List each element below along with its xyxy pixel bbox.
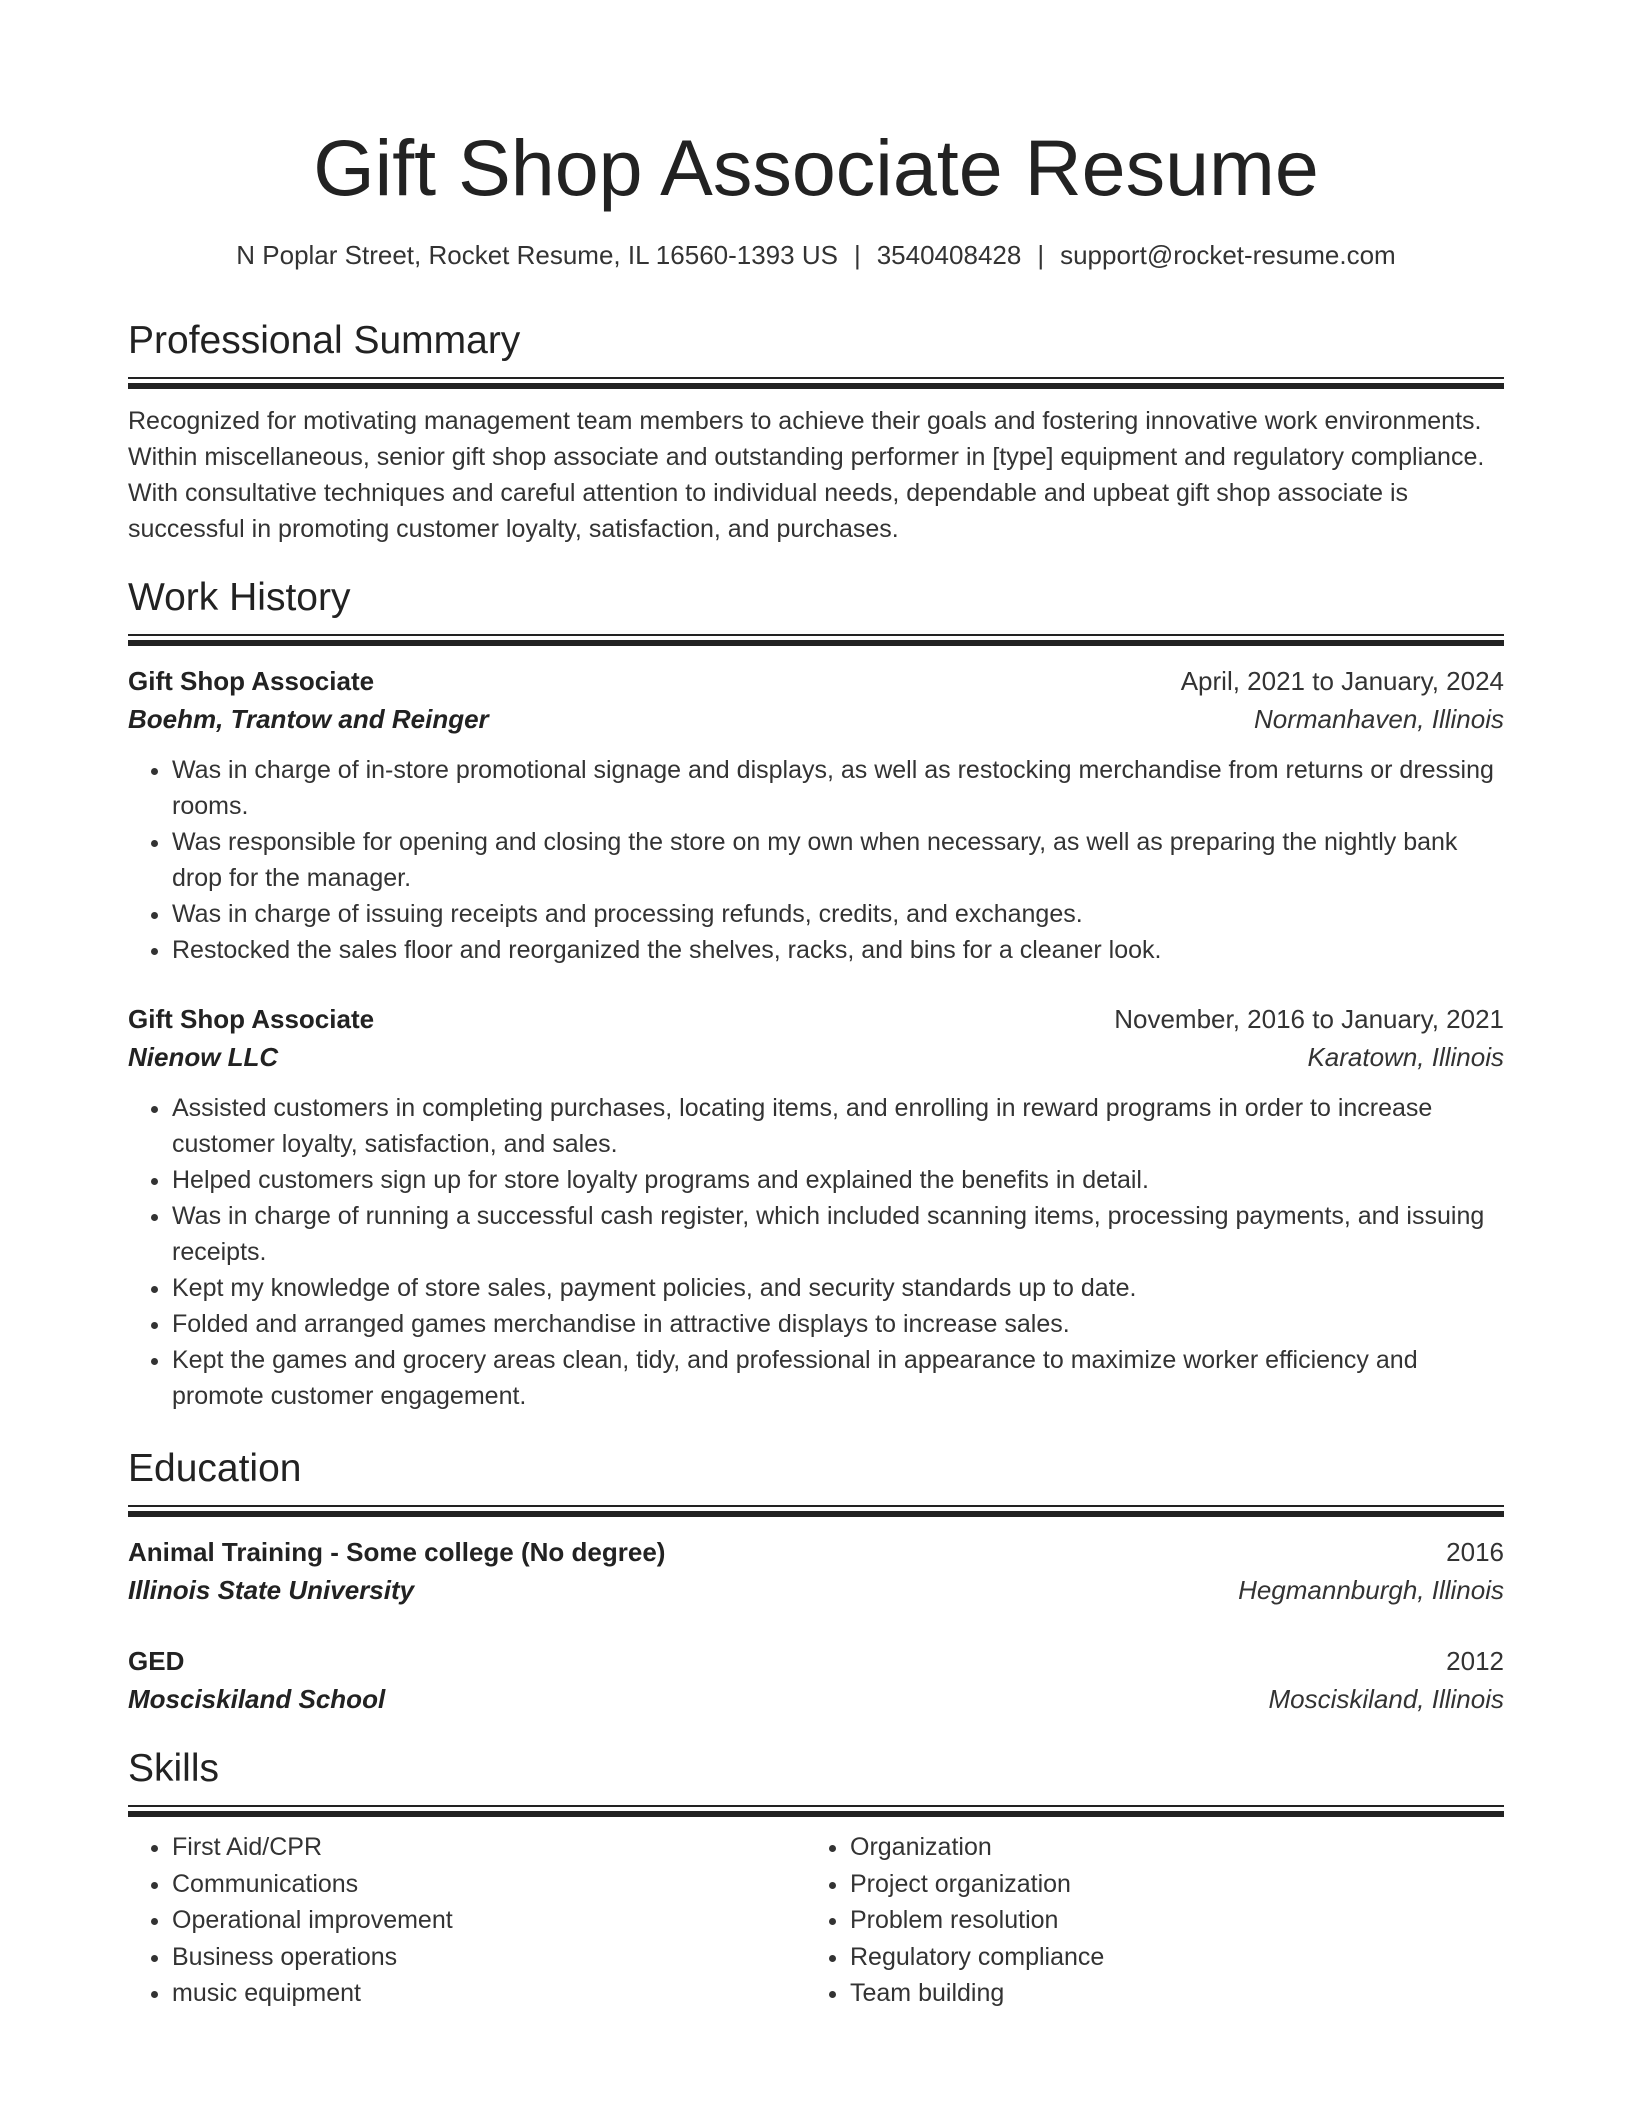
job-company: Nienow LLC bbox=[128, 1042, 279, 1072]
education-school-row bbox=[128, 1680, 1504, 1718]
job-bullet: • Was in charge of running a successful cash register, which included scanning items, processing payments, and issuing receipts. bbox=[172, 1198, 1504, 1270]
job-bullet: • Kept my knowledge of store sales, payment policies, and security standards up to date. bbox=[172, 1270, 1504, 1306]
education-header-row bbox=[128, 1642, 1504, 1680]
education-school: Mosciskiland School bbox=[128, 1684, 386, 1714]
skills-section bbox=[128, 1744, 1504, 2012]
section-divider bbox=[128, 1805, 1504, 1817]
job-bullet: • Restocked the sales floor and reorganized the shelves, racks, and bins for a cleaner look. bbox=[172, 932, 1504, 968]
education-degree: Animal Training - Some college (No degree) bbox=[128, 1537, 666, 1567]
skill-item: • Organization bbox=[850, 1829, 1484, 1866]
job-entry bbox=[128, 662, 1504, 968]
skill-item: • Problem resolution bbox=[850, 1902, 1484, 1939]
skill-item: • Regulatory compliance bbox=[850, 1939, 1484, 1976]
summary-section bbox=[128, 316, 1504, 547]
skills-column-right bbox=[806, 1829, 1484, 2012]
job-company-row bbox=[128, 1038, 1504, 1076]
education-school-row bbox=[128, 1571, 1504, 1609]
job-header-row bbox=[128, 662, 1504, 700]
skill-item: • Communications bbox=[172, 1866, 806, 1903]
education-section bbox=[128, 1444, 1504, 1718]
job-entry bbox=[128, 1000, 1504, 1414]
contact-phone: 3540408428 bbox=[876, 240, 1022, 270]
education-entry bbox=[128, 1642, 1504, 1718]
job-dates: April, 2021 to January, 2024 bbox=[1180, 666, 1504, 696]
job-bullet: • Was in charge of in-store promotional signage and displays, as well as restocking merchandise from returns or dressing rooms. bbox=[172, 752, 1504, 824]
skills-list bbox=[128, 1829, 806, 2012]
education-year: 2012 bbox=[1446, 1646, 1504, 1676]
job-location: Normanhaven, Illinois bbox=[1253, 704, 1504, 734]
section-heading-education: Education bbox=[128, 1447, 302, 1490]
job-bullets bbox=[128, 1090, 1504, 1414]
work-history-section bbox=[128, 573, 1504, 1414]
job-company-row bbox=[128, 700, 1504, 738]
job-company: Boehm, Trantow and Reinger bbox=[128, 704, 489, 734]
skill-item: • music equipment bbox=[172, 1975, 806, 2012]
contact-line bbox=[128, 237, 1504, 273]
section-heading-summary: Professional Summary bbox=[128, 319, 521, 362]
skill-item: • Business operations bbox=[172, 1939, 806, 1976]
section-heading-skills: Skills bbox=[128, 1747, 220, 1790]
section-divider bbox=[128, 377, 1504, 389]
job-bullet: • Was responsible for opening and closing the store on my own when necessary, as well as preparing the nightly bank drop for the manager. bbox=[172, 824, 1504, 896]
job-bullet: • Helped customers sign up for store loyalty programs and explained the benefits in detail. bbox=[172, 1162, 1504, 1198]
section-heading-work-history: Work History bbox=[128, 576, 351, 619]
skill-item: • Operational improvement bbox=[172, 1902, 806, 1939]
resume-title: Gift Shop Associate Resume bbox=[313, 123, 1319, 212]
job-bullet: • Was in charge of issuing receipts and processing refunds, credits, and exchanges. bbox=[172, 896, 1504, 932]
skills-columns bbox=[128, 1829, 1504, 2012]
job-title: Gift Shop Associate bbox=[128, 1004, 375, 1034]
skills-list bbox=[806, 1829, 1484, 2012]
summary-text: Recognized for motivating management team members to achieve their goals and fostering innovative work environments. Within miscellaneous, senior gift shop associate and outstanding performer in [type] equipment and regulatory compliance. With consultative techniques and careful attention to individual needs, dependable and upbeat gift shop associate is successful in promoting customer loyalty, satisfaction, and purchases. bbox=[128, 407, 1485, 543]
skills-column-left bbox=[128, 1829, 806, 2012]
job-location: Karatown, Illinois bbox=[1307, 1042, 1504, 1072]
section-divider bbox=[128, 1505, 1504, 1517]
job-bullet: • Kept the games and grocery areas clean, tidy, and professional in appearance to maximize worker efficiency and promote customer engagement. bbox=[172, 1342, 1504, 1414]
job-bullet: • Folded and arranged games merchandise in attractive displays to increase sales. bbox=[172, 1306, 1504, 1342]
education-entry bbox=[128, 1533, 1504, 1609]
contact-separator: | bbox=[1037, 240, 1045, 270]
contact-separator: | bbox=[853, 240, 861, 270]
job-title: Gift Shop Associate bbox=[128, 666, 375, 696]
job-bullets bbox=[128, 752, 1504, 968]
contact-address: N Poplar Street, Rocket Resume, IL 16560-1393 US bbox=[236, 240, 838, 270]
education-school: Illinois State University bbox=[128, 1575, 415, 1605]
skill-item: • Team building bbox=[850, 1975, 1484, 2012]
job-dates: November, 2016 to January, 2021 bbox=[1114, 1004, 1504, 1034]
education-header-row bbox=[128, 1533, 1504, 1571]
education-location: Mosciskiland, Illinois bbox=[1268, 1684, 1504, 1714]
education-location: Hegmannburgh, Illinois bbox=[1238, 1575, 1504, 1605]
job-bullet: • Assisted customers in completing purchases, locating items, and enrolling in reward programs in order to increase customer loyalty, satisfaction, and sales. bbox=[172, 1090, 1504, 1162]
section-divider bbox=[128, 634, 1504, 646]
skill-item: • Project organization bbox=[850, 1866, 1484, 1903]
education-year: 2016 bbox=[1446, 1537, 1504, 1567]
job-header-row bbox=[128, 1000, 1504, 1038]
contact-email: support@rocket-resume.com bbox=[1060, 240, 1396, 270]
education-degree: GED bbox=[128, 1646, 185, 1676]
skill-item: • First Aid/CPR bbox=[172, 1829, 806, 1866]
